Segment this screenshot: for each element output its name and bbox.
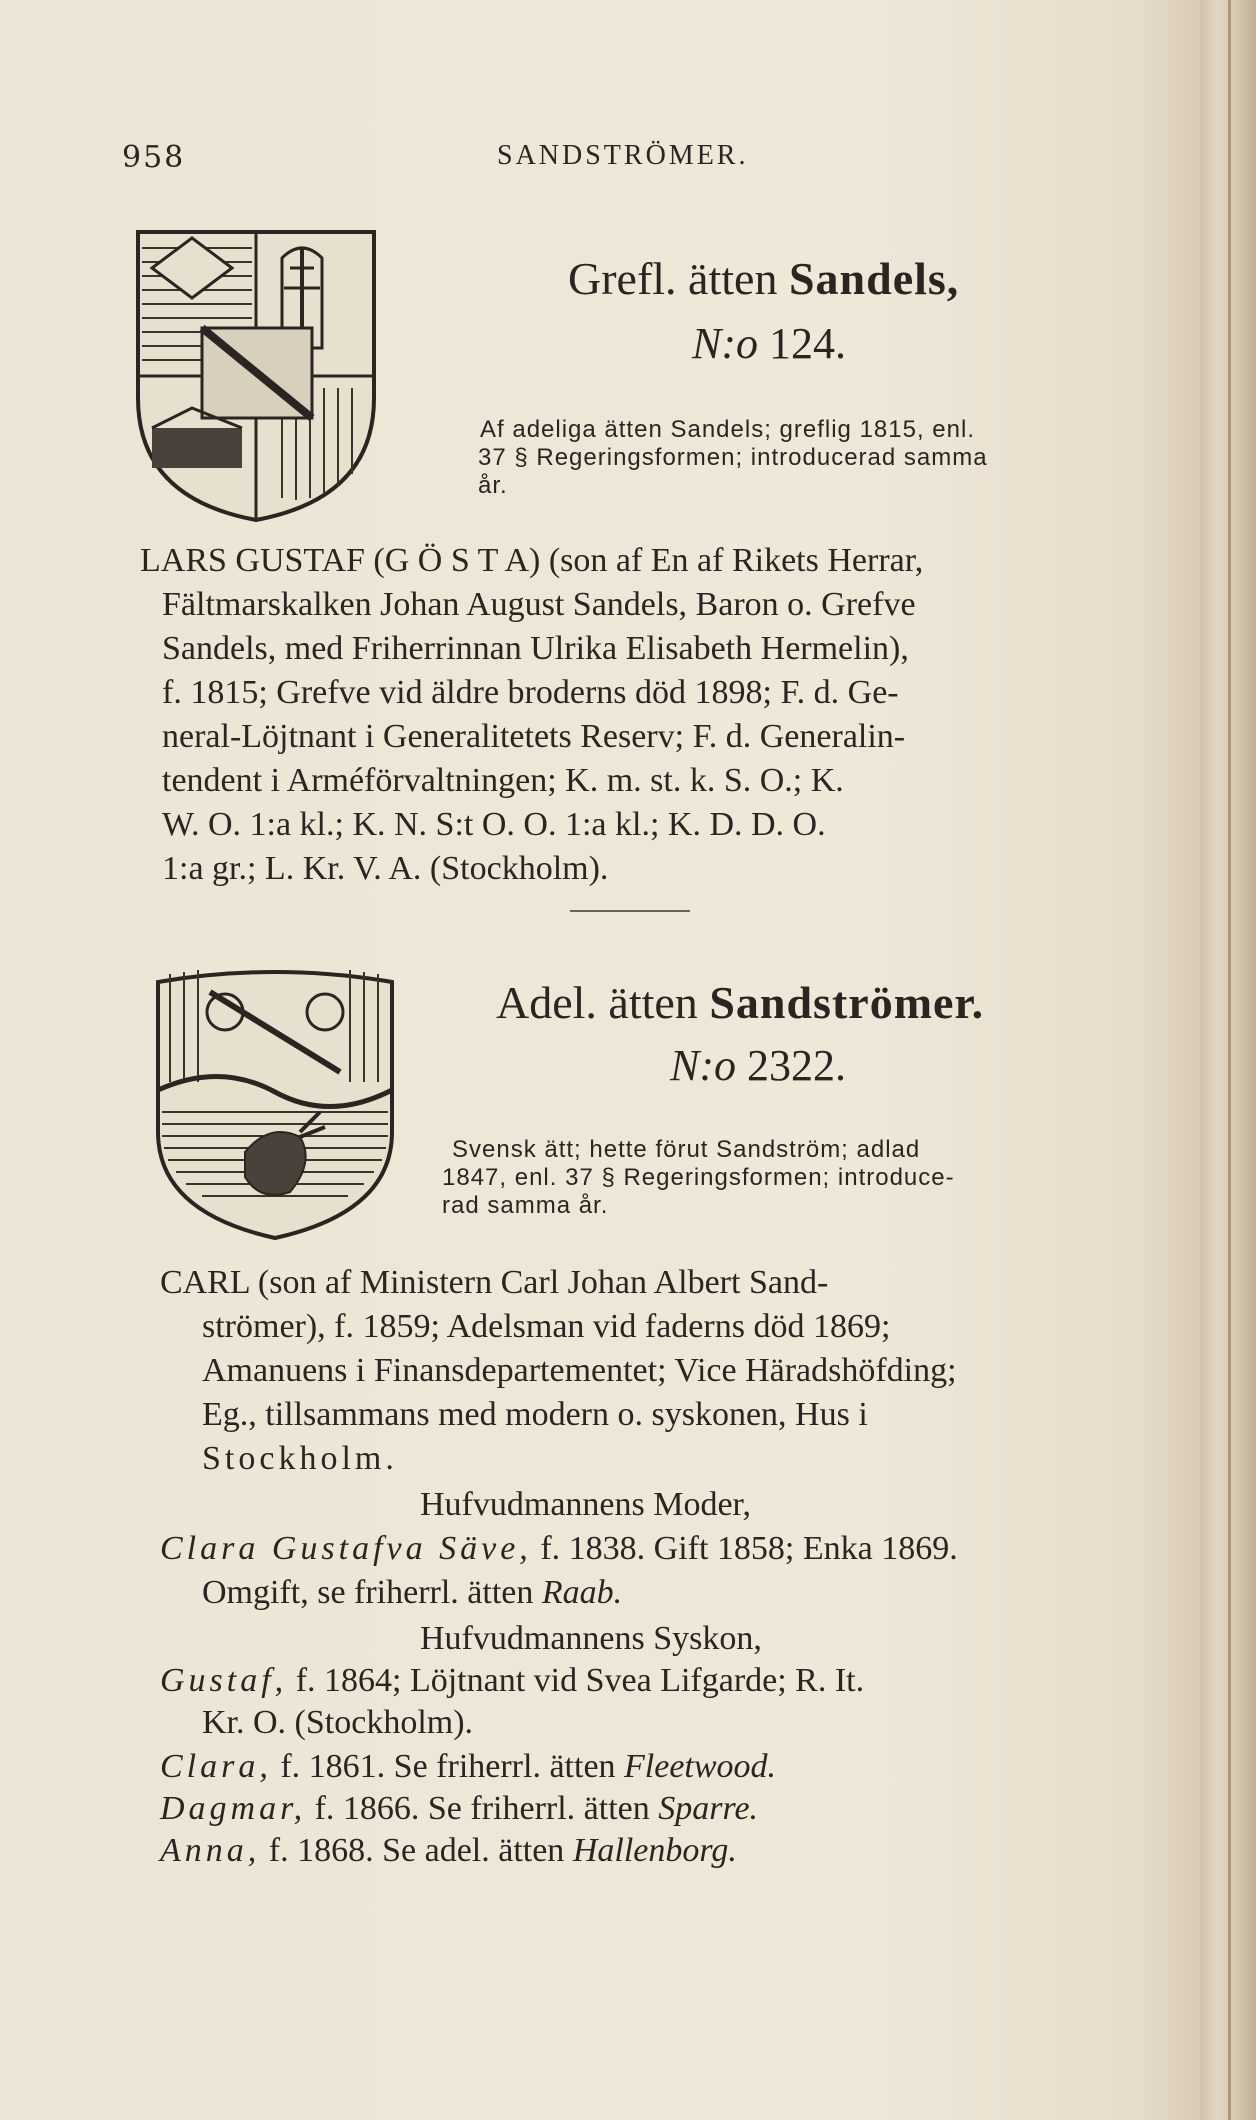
entry2-no-label: N:o	[670, 1041, 736, 1090]
entry1-line: Sandels, med Friherrinnan Ulrika Elisabeth Hermelin),	[162, 630, 909, 667]
sibling-text: f. 1866. Se friherrl. ätten	[314, 1790, 650, 1827]
entry2-intro	[442, 1136, 1142, 1220]
sibling-ref: Hallenborg.	[572, 1832, 737, 1869]
mother-line2-ref: Raab.	[541, 1574, 623, 1611]
entry1-line: 1:a gr.; L. Kr. V. A. (Stockholm).	[162, 850, 609, 887]
entry2-heading-prefix: Adel. ätten	[496, 977, 698, 1028]
entry1-body	[126, 540, 1146, 887]
sibling-text: f. 1868. Se adel. ätten	[268, 1832, 565, 1869]
page-number: 958	[122, 140, 186, 175]
entry2-heading-name: Sandströmer.	[709, 977, 985, 1028]
entry1-heading-name: Sandels,	[788, 253, 960, 304]
entry2-number	[670, 1040, 846, 1091]
sibling-entry	[160, 1788, 758, 1830]
entry2-intro-line: rad samma år.	[442, 1192, 609, 1219]
sibling-text: f. 1861. Se friherrl. ätten	[280, 1748, 616, 1785]
entry2-line: Stockholm.	[202, 1440, 398, 1477]
sibling-entry	[160, 1830, 737, 1872]
entry2-no-value: 2322.	[747, 1041, 846, 1090]
siblings-list	[160, 1660, 1150, 1880]
sibling-name: Gustaf,	[160, 1662, 288, 1699]
entry1-no-label: N:o	[692, 319, 758, 368]
sibling-ref: Sparre.	[658, 1790, 759, 1827]
sibling-name: Dagmar,	[160, 1790, 307, 1827]
entry1-heading	[568, 252, 959, 305]
sandstromer-coat-of-arms	[150, 962, 400, 1242]
mother-entry	[160, 1528, 958, 1570]
entry1-no-value: 124.	[769, 319, 846, 368]
entry1-number	[692, 318, 846, 369]
entry2-intro-line: Svensk ätt; hette förut Sandström; adlad	[452, 1136, 921, 1163]
mother-entry-cont	[202, 1572, 622, 1614]
siblings-heading: Hufvudmannens Syskon,	[420, 1620, 762, 1657]
entry2-line: Amanuens i Finansdepartementet; Vice Häradshöfding;	[202, 1352, 957, 1389]
sibling-name: Clara,	[160, 1748, 272, 1785]
entry1-intro-line: Af adeliga ätten Sandels; greflig 1815, enl.	[480, 416, 975, 443]
sibling-entry	[160, 1660, 864, 1702]
entry1-line: LARS GUSTAF (G Ö S T A) (son af En af Rikets Herrar,	[140, 542, 924, 579]
entry1-line: f. 1815; Grefve vid äldre broderns död 1898; F. d. Ge-	[162, 674, 899, 711]
entry2-intro-line: 1847, enl. 37 § Regeringsformen; introduce-	[442, 1164, 955, 1191]
sibling-text: f. 1864; Löjtnant vid Svea Lifgarde; R. It.	[295, 1662, 865, 1699]
entry1-intro-line: 37 § Regeringsformen; introducerad samma	[478, 444, 988, 471]
entry1-line: W. O. 1:a kl.; K. N. S:t O. O. 1:a kl.; K. D. D. O.	[162, 806, 826, 843]
sibling-entry	[160, 1746, 776, 1788]
entry2-heading	[496, 976, 984, 1029]
entry2-line: strömer), f. 1859; Adelsman vid faderns död 1869;	[202, 1308, 891, 1345]
mother-name: Clara Gustafva Säve,	[160, 1530, 532, 1567]
page-edge-line	[1228, 0, 1231, 2120]
sibling-cont: Kr. O. (Stockholm).	[202, 1704, 474, 1741]
entry1-heading-prefix: Grefl. ätten	[568, 253, 778, 304]
sibling-name: Anna,	[160, 1832, 261, 1869]
sandels-coat-of-arms	[132, 228, 380, 524]
entry2-line: Eg., tillsammans med modern o. syskonen, Hus i	[202, 1396, 868, 1433]
entry1-intro	[478, 416, 1148, 500]
section-divider	[570, 910, 690, 912]
entry1-line: neral-Löjtnant i Generalitetets Reserv; F. d. Generalin-	[162, 718, 906, 755]
mother-heading: Hufvudmannens Moder,	[420, 1486, 752, 1523]
entry1-intro-line: år.	[478, 472, 508, 499]
entry1-line: Fältmarskalken Johan August Sandels, Baron o. Grefve	[162, 586, 916, 623]
entry1-line: tendent i Arméförvaltningen; K. m. st. k. S. O.; K.	[162, 762, 844, 799]
sibling-ref: Fleetwood.	[624, 1748, 777, 1785]
mother-text: f. 1838. Gift 1858; Enka 1869.	[540, 1530, 958, 1567]
running-title: SANDSTRÖMER.	[497, 140, 749, 171]
mother-line2-prefix: Omgift, se friherrl. ätten	[202, 1574, 534, 1611]
entry2-line: CARL (son af Ministern Carl Johan Albert Sand-	[160, 1264, 829, 1301]
